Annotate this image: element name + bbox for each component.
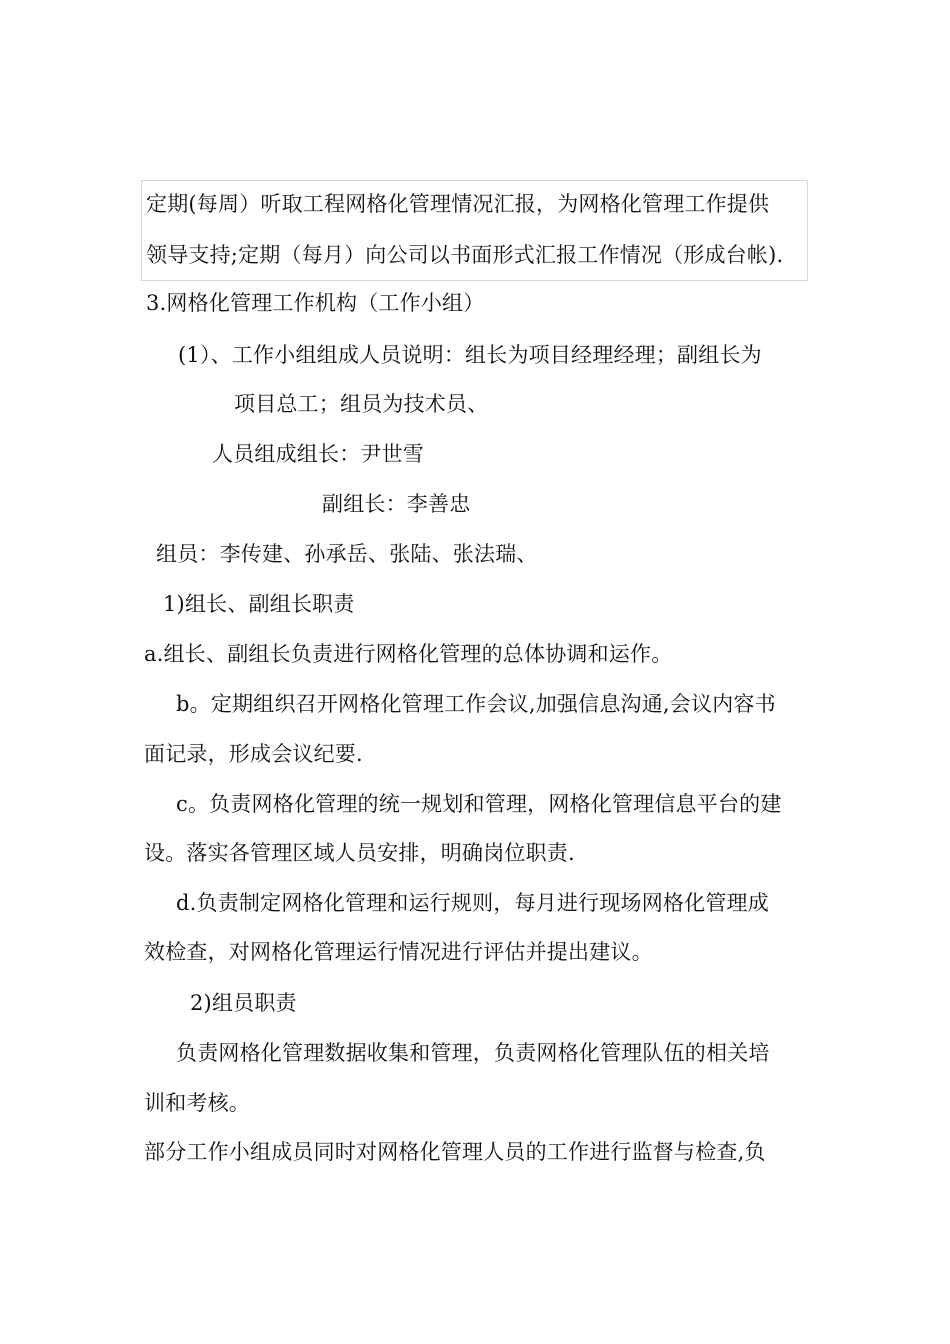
duty-b-line-1: b。定期组织召开网格化管理工作会议,加强信息沟通,会议内容书 [176, 692, 776, 716]
member-duty-line-2: 训和考核。 [144, 1091, 250, 1115]
item1-line-2: 项目总工；组员为技术员、 [234, 392, 489, 416]
subsection-heading-2: 2)组员职责 [190, 991, 297, 1015]
duty-d-line-2: 效检查，对网格化管理运行情况进行评估并提出建议。 [144, 940, 653, 964]
item1-line-1: (1）、工作小组组成人员说明：组长为项目经理经理；副组长为 [178, 343, 762, 367]
last-line: 部分工作小组成员同时对网格化管理人员的工作进行监督与检查,负 [144, 1140, 766, 1164]
duty-c-line-2: 设。落实各管理区域人员安排，明确岗位职责. [144, 841, 575, 865]
subsection-heading-1: 1)组长、副组长职责 [163, 592, 355, 616]
duty-c-line-1: c。负责网格化管理的统一规划和管理，网格化管理信息平台的建 [176, 792, 782, 816]
deputy-leader-line: 副组长：李善忠 [322, 492, 471, 516]
leader-line: 人员组成组长：尹世雪 [212, 442, 424, 466]
boxed-paragraph-line-2: 领导支持;定期（每月）向公司以书面形式汇报工作情况（形成台帐). [146, 243, 784, 267]
member-duty-line-1: 负责网格化管理数据收集和管理，负责网格化管理队伍的相关培 [176, 1041, 770, 1065]
duty-a: a.组长、副组长负责进行网格化管理的总体协调和运作。 [144, 642, 673, 666]
duty-d-line-1: d.负责制定网格化管理和运行规则，每月进行现场网格化管理成 [176, 891, 769, 915]
duty-b-line-2: 面记录，形成会议纪要. [144, 742, 363, 766]
members-line: 组员：李传建、孙承岳、张陆、张法瑞、 [156, 542, 538, 566]
section-heading: 3.网格化管理工作机构（工作小组） [146, 291, 485, 315]
boxed-paragraph-line-1: 定期(每周）听取工程网格化管理情况汇报，为网格化管理工作提供 [146, 192, 770, 216]
